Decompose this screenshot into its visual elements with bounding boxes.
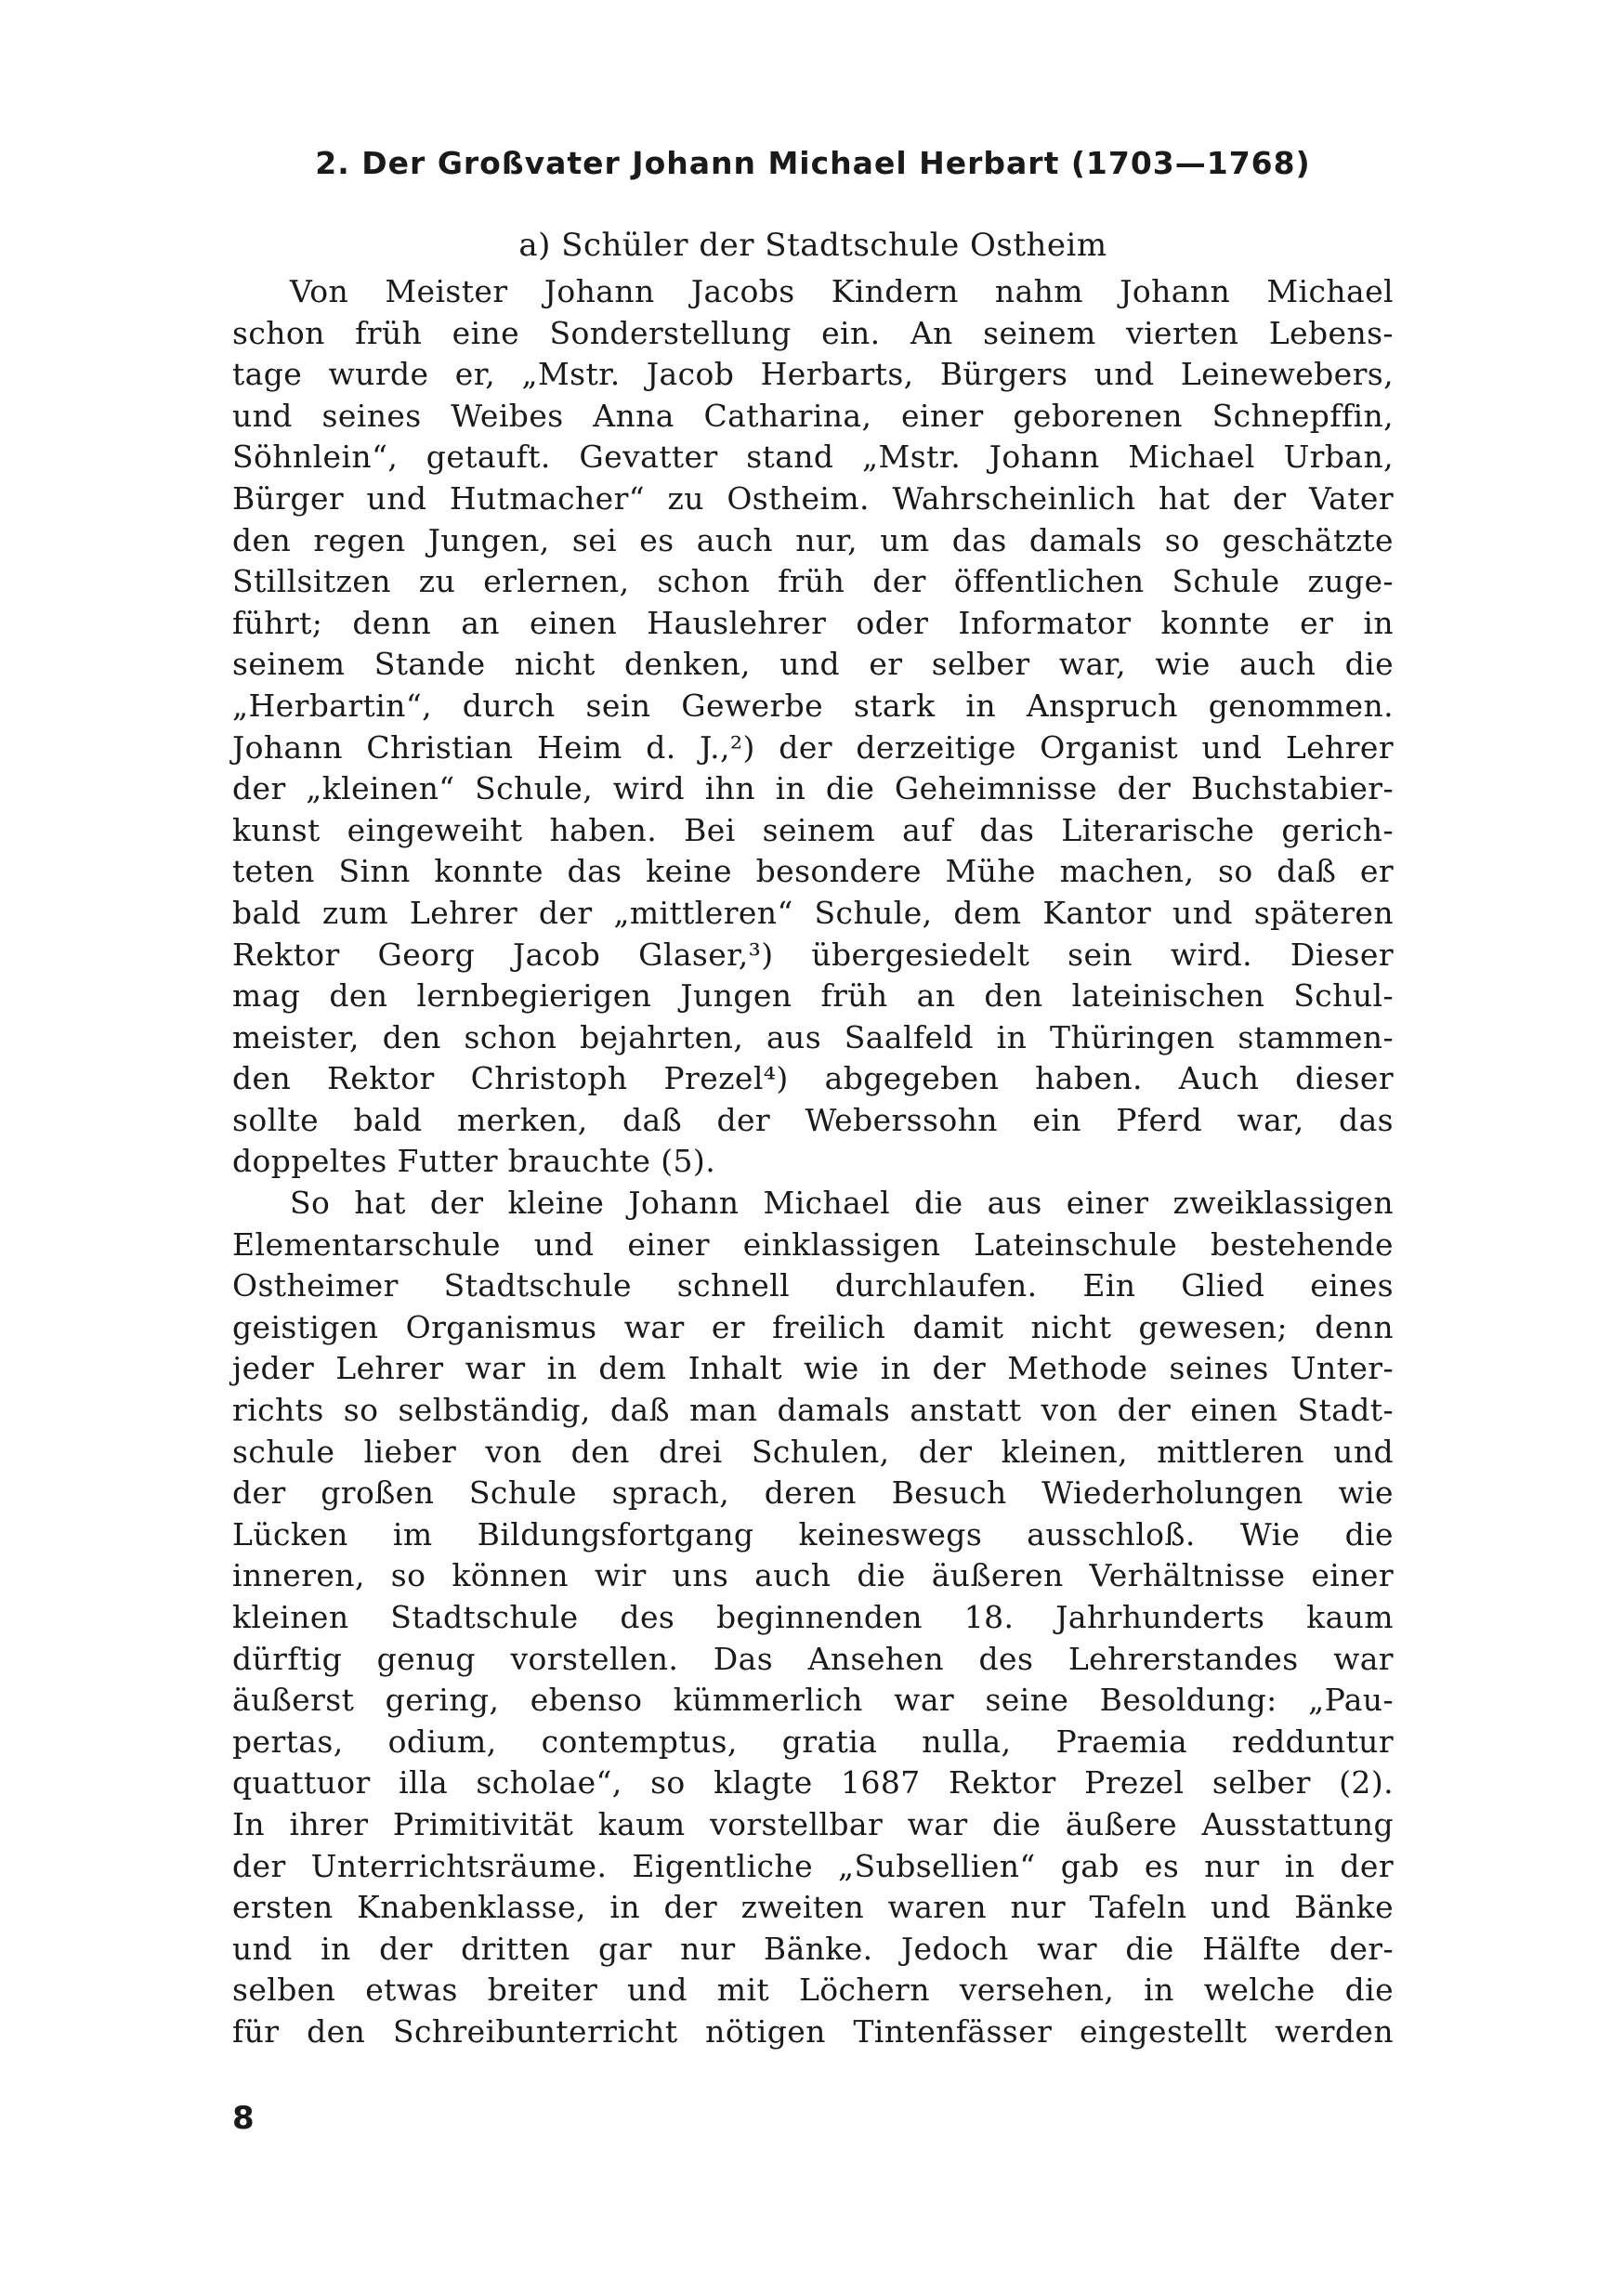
text-line: sollte bald merken, daß der Weberssohn ein Pferd war, das [232, 1101, 1394, 1138]
text-line: der großen Schule sprach, deren Besuch Wiederholungen wie [232, 1474, 1394, 1512]
page-number: 8 [232, 2100, 255, 2137]
text-line: Söhnlein“, getauft. Gevatter stand „Mstr. Johann Michael Urban, [232, 439, 1394, 476]
text-line: schon früh eine Sonderstellung ein. An seinem vierten Lebens- [232, 314, 1394, 351]
text-line: doppeltes Futter brauchte (5). [232, 1143, 716, 1180]
paragraph-1 [232, 271, 1394, 1183]
text-line: teten Sinn konnte das keine besondere Mühe machen, so daß er [232, 853, 1394, 890]
text-line: und in der dritten gar nur Bänke. Jedoch war die Hälfte der- [232, 1930, 1394, 1967]
text-line: meister, den schon bejahrten, aus Saalfeld in Thüringen stammen- [232, 1018, 1394, 1055]
text-line: Ostheimer Stadtschule schnell durchlaufen. Ein Glied eines [232, 1267, 1394, 1304]
text-line: kleinen Stadtschule des beginnenden 18. Jahrhunderts kaum [232, 1599, 1394, 1635]
text-line: und seines Weibes Anna Catharina, einer geborenen Schnepffin, [232, 397, 1394, 434]
text-line: pertas, odium, contemptus, gratia nulla, Praemia redduntur [232, 1723, 1394, 1760]
text-line: mag den lernbegierigen Jungen früh an den lateinischen Schul- [232, 977, 1394, 1015]
text-line: Bürger und Hutmacher“ zu Ostheim. Wahrscheinlich hat der Vater [232, 479, 1394, 517]
text-line: richts so selbständig, daß man damals anstatt von der einen Stadt- [232, 1392, 1394, 1429]
body-text [232, 271, 1394, 2053]
text-line: den Rektor Christoph Prezel⁴) abgegeben haben. Auch dieser [232, 1060, 1394, 1097]
text-line: den regen Jungen, sei es auch nur, um das damals so geschätzte [232, 521, 1394, 558]
text-line: Lücken im Bildungsfortgang keineswegs ausschloß. Wie die [232, 1515, 1394, 1553]
text-line: schule lieber von den drei Schulen, der kleinen, mittleren und [232, 1433, 1394, 1470]
chapter-heading: 2. Der Großvater Johann Michael Herbart (1703—1768) [315, 145, 1311, 181]
text-line: selben etwas breiter und mit Löchern versehen, in welche die [232, 1972, 1394, 2009]
section-heading: a) Schüler der Stadtschule Ostheim [518, 227, 1107, 264]
text-line: So hat der kleine Johann Michael die aus einer zweiklassigen [290, 1185, 1394, 1222]
text-line: äußerst gering, ebenso kümmerlich war seine Besoldung: „Pau- [232, 1682, 1394, 1719]
text-line: tage wurde er, „Mstr. Jacob Herbarts, Bürgers und Leinewebers, [232, 356, 1394, 393]
text-line: dürftig genug vorstellen. Das Ansehen des Lehrerstandes war [232, 1640, 1394, 1677]
paragraph-2 [232, 1183, 1394, 2052]
text-line: Elementarschule und einer einklassigen Lateinschule bestehende [232, 1225, 1394, 1263]
text-line: In ihrer Primitivität kaum vorstellbar war die äußere Ausstattung [232, 1805, 1394, 1842]
text-line: jeder Lehrer war in dem Inhalt wie in der Methode seines Unter- [232, 1350, 1394, 1387]
text-line: kunst eingeweiht haben. Bei seinem auf das Literarische gerich- [232, 811, 1394, 848]
text-line: führt; denn an einen Hauslehrer oder Informator konnte er in [232, 604, 1394, 641]
text-line: seinem Stande nicht denken, und er selber war, wie auch die [232, 646, 1394, 683]
text-line: „Herbartin“, durch sein Gewerbe stark in Anspruch genommen. [232, 687, 1394, 724]
text-line: ersten Knabenklasse, in der zweiten waren nur Tafeln und Bänke [232, 1889, 1394, 1926]
text-line: für den Schreibunterricht nötigen Tintenfässer eingestellt werden [232, 2012, 1394, 2050]
text-line: Rektor Georg Jacob Glaser,³) übergesiedelt sein wird. Dieser [232, 936, 1394, 973]
text-line: bald zum Lehrer der „mittleren“ Schule, dem Kantor und späteren [232, 894, 1394, 931]
text-line: Von Meister Johann Jacobs Kindern nahm Johann Michael [290, 273, 1394, 309]
text-line: geistigen Organismus war er freilich damit nicht gewesen; denn [232, 1308, 1394, 1345]
text-line: quattuor illa scholae“, so klagte 1687 Rektor Prezel selber (2). [232, 1764, 1394, 1802]
text-line: Johann Christian Heim d. J.,²) der derzeitige Organist und Lehrer [232, 728, 1394, 766]
text-line: der „kleinen“ Schule, wird ihn in die Geheimnisse der Buchstabier- [232, 770, 1394, 807]
text-line: Stillsitzen zu erlernen, schon früh der öffentlichen Schule zuge- [232, 563, 1394, 600]
text-line: inneren, so können wir uns auch die äußeren Verhältnisse einer [232, 1557, 1394, 1594]
text-line: der Unterrichtsräume. Eigentliche „Subsellien“ gab es nur in der [232, 1847, 1394, 1884]
